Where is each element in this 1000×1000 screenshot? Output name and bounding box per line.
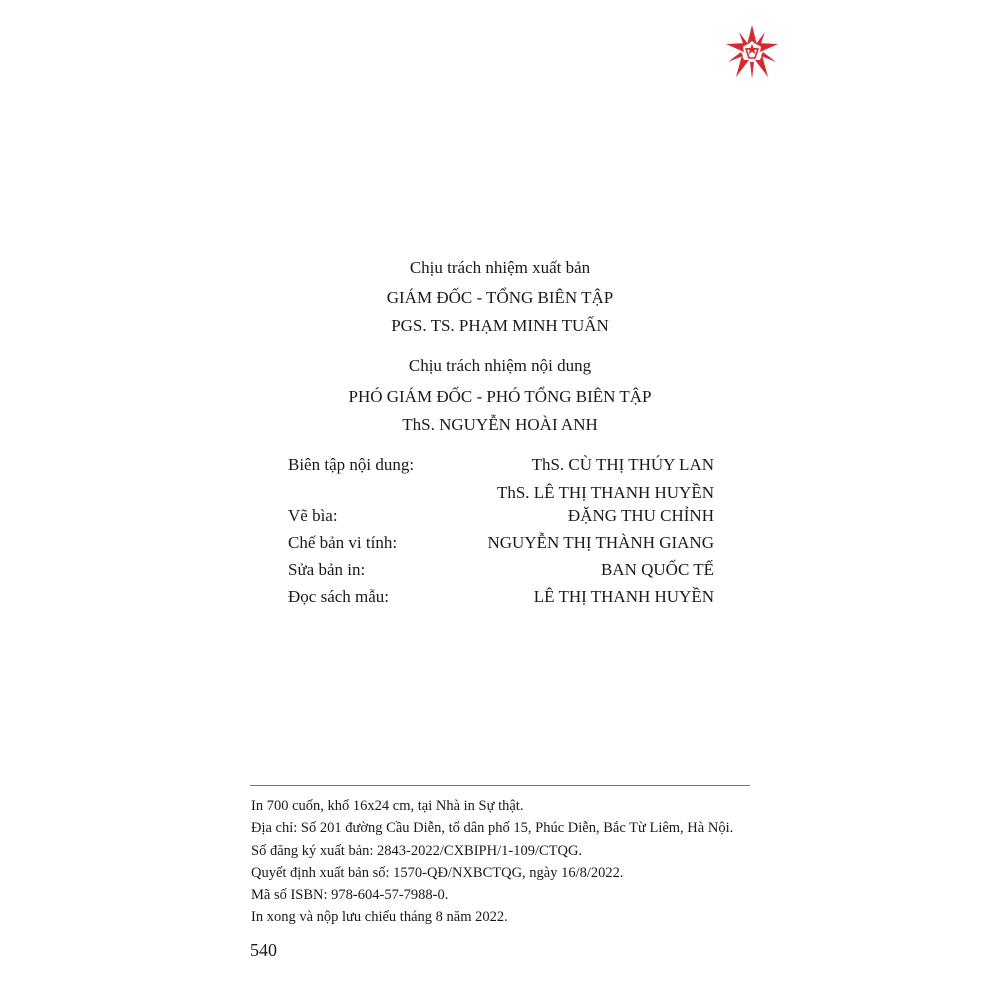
colophon-line-deposit: In xong và nộp lưu chiểu tháng 8 năm 2022.: [251, 909, 508, 926]
colophon-line-print-run: In 700 cuốn, khổ 16x24 cm, tại Nhà in Sự thật.: [251, 798, 524, 814]
credit-label-proofreading: Sửa bản in:: [288, 560, 366, 579]
publishing-director-name: PGS. TS. PHẠM MINH TUẤN: [391, 316, 609, 335]
credit-value-content-editor-2: ThS. LÊ THỊ THANH HUYỀN: [496, 483, 714, 502]
credit-label-typesetting: Chế bản vi tính:: [288, 533, 398, 552]
content-director-name: ThS. NGUYỄN HOÀI ANH: [402, 415, 598, 434]
page-number: 540: [250, 940, 277, 960]
publishing-responsibility-heading: Chịu trách nhiệm xuất bản: [409, 258, 591, 277]
colophon-line-isbn: Mã số ISBN: 978-604-57-7988-0.: [251, 887, 449, 904]
credit-label-content-editor: Biên tập nội dung:: [288, 455, 415, 474]
credit-label-sample-reading: Đọc sách mẫu:: [288, 587, 390, 606]
content-director-title: PHÓ GIÁM ĐỐC - PHÓ TỔNG BIÊN TẬP: [348, 387, 652, 406]
credit-value-content-editor-1: ThS. CÙ THỊ THÚY LAN: [531, 455, 714, 474]
colophon: [251, 795, 771, 929]
credit-value-cover-design: ĐẶNG THU CHỈNH: [567, 506, 714, 525]
credit-label-cover-design: Vẽ bìa:: [288, 506, 338, 525]
colophon-divider: [250, 785, 750, 786]
content-responsibility-heading: Chịu trách nhiệm nội dung: [408, 356, 592, 375]
publisher-star-logo-icon: [722, 22, 782, 82]
credit-value-sample-reading: LÊ THỊ THANH HUYỀN: [533, 587, 714, 606]
credit-value-typesetting: NGUYỄN THỊ THÀNH GIANG: [487, 533, 714, 552]
colophon-line-decision: Quyết định xuất bản số: 1570-QĐ/NXBCTQG, ngày 16/8/2022.: [251, 864, 624, 881]
colophon-line-registration: Số đăng ký xuất bản: 2843-2022/CXBIPH/1-109/CTQG.: [251, 842, 583, 859]
colophon-line-address: Địa chỉ: Số 201 đường Cầu Diễn, tổ dân phố 15, Phúc Diễn, Bắc Từ Liêm, Hà Nội.: [251, 820, 734, 837]
publishing-director-title: GIÁM ĐỐC - TỔNG BIÊN TẬP: [386, 288, 614, 307]
credit-value-proofreading: BAN QUỐC TẾ: [600, 560, 714, 579]
